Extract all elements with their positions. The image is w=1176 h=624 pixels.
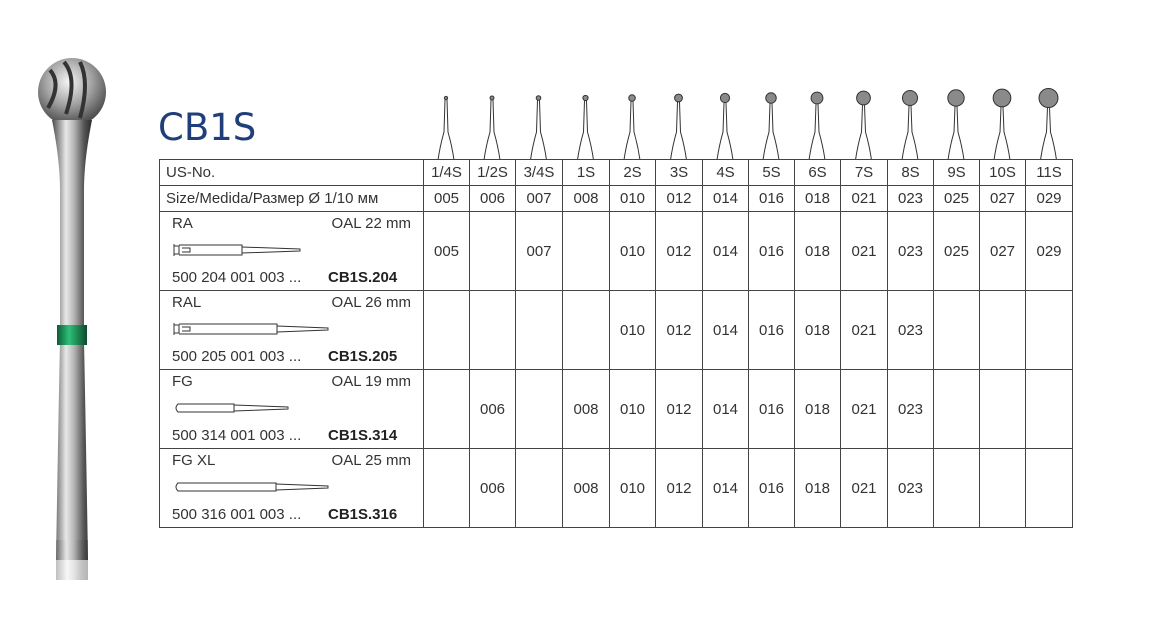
- size-availability-cell: [424, 370, 470, 449]
- variant-reference: 500 205 001 003 ...: [172, 348, 302, 365]
- size-cell: 027: [980, 186, 1026, 212]
- us-number-label: US-No.: [160, 160, 424, 186]
- bur-head-silhouette: [856, 91, 872, 160]
- variant-info-cell: [160, 291, 424, 370]
- variant-name: RA: [172, 215, 193, 232]
- us-number-cell: 9S: [934, 160, 980, 186]
- size-availability-cell: 008: [563, 449, 610, 528]
- bur-head-silhouette: [484, 96, 500, 160]
- variant-oal: OAL 19 mm: [331, 373, 411, 390]
- size-availability-cell: [1026, 449, 1073, 528]
- variant-code: CB1S.316: [328, 506, 398, 523]
- size-availability-cell: 007: [516, 212, 563, 291]
- us-number-cell: 6S: [795, 160, 841, 186]
- size-availability-cell: [934, 370, 980, 449]
- size-availability-cell: 008: [563, 370, 610, 449]
- us-number-cell: 10S: [980, 160, 1026, 186]
- size-availability-cell: 006: [470, 449, 516, 528]
- bur-head-silhouettes: [423, 84, 1073, 160]
- variant-info-cell: [160, 212, 424, 291]
- us-number-cell: 11S: [1026, 160, 1073, 186]
- variant-name: FG: [172, 373, 193, 390]
- size-cell: 025: [934, 186, 980, 212]
- variant-row: [160, 370, 1073, 449]
- size-availability-cell: 014: [703, 370, 749, 449]
- shank-drawing: [172, 475, 332, 503]
- size-availability-cell: 010: [610, 449, 656, 528]
- bur-head-silhouette: [671, 94, 687, 160]
- size-availability-cell: 018: [795, 449, 841, 528]
- size-cell: 007: [516, 186, 563, 212]
- size-availability-cell: [934, 449, 980, 528]
- us-number-cell: 5S: [749, 160, 795, 186]
- size-availability-cell: 029: [1026, 212, 1073, 291]
- variant-info-cell: [160, 370, 424, 449]
- size-availability-cell: 016: [749, 449, 795, 528]
- variant-row: [160, 212, 1073, 291]
- size-availability-cell: [934, 291, 980, 370]
- size-availability-cell: 021: [841, 449, 888, 528]
- size-cell: 029: [1026, 186, 1073, 212]
- us-number-row: [160, 160, 1073, 186]
- bur-head-silhouette: [902, 90, 918, 160]
- size-availability-cell: [424, 291, 470, 370]
- variant-reference: 500 314 001 003 ...: [172, 427, 302, 444]
- bur-head-silhouette: [624, 95, 640, 160]
- variant-name: FG XL: [172, 452, 216, 469]
- size-availability-cell: [1026, 370, 1073, 449]
- size-availability-cell: [424, 449, 470, 528]
- variant-oal: OAL 26 mm: [331, 294, 411, 311]
- bur-head-silhouette: [809, 92, 825, 160]
- size-availability-cell: 014: [703, 212, 749, 291]
- bur-head-silhouette: [763, 93, 779, 160]
- size-row: [160, 186, 1073, 212]
- variant-oal: OAL 25 mm: [331, 452, 411, 469]
- product-title: CB1S: [158, 106, 257, 149]
- size-cell: 008: [563, 186, 610, 212]
- size-cell: 005: [424, 186, 470, 212]
- us-number-cell: 3S: [656, 160, 703, 186]
- size-availability-cell: [563, 291, 610, 370]
- size-availability-cell: 016: [749, 291, 795, 370]
- variant-reference: 500 316 001 003 ...: [172, 506, 302, 523]
- size-availability-cell: 006: [470, 370, 516, 449]
- bur-head-silhouette: [438, 96, 454, 160]
- us-number-cell: 3/4S: [516, 160, 563, 186]
- size-availability-cell: [1026, 291, 1073, 370]
- variant-reference: 500 204 001 003 ...: [172, 269, 302, 286]
- size-availability-cell: [980, 449, 1026, 528]
- size-cell: 023: [888, 186, 934, 212]
- size-label: Size/Medida/Размер Ø 1/10 мм: [160, 186, 424, 212]
- size-availability-cell: 021: [841, 212, 888, 291]
- size-availability-cell: 010: [610, 370, 656, 449]
- bur-photo: [20, 40, 130, 600]
- size-availability-cell: 021: [841, 370, 888, 449]
- variant-code: CB1S.314: [328, 427, 398, 444]
- us-number-cell: 2S: [610, 160, 656, 186]
- size-availability-cell: [980, 291, 1026, 370]
- variant-code: CB1S.204: [328, 269, 398, 286]
- us-number-cell: 8S: [888, 160, 934, 186]
- specification-table: [159, 159, 1073, 528]
- variant-row: [160, 449, 1073, 528]
- bur-head-silhouette: [948, 90, 964, 160]
- shank-drawing: [172, 317, 332, 345]
- size-availability-cell: 023: [888, 370, 934, 449]
- size-availability-cell: 014: [703, 449, 749, 528]
- size-availability-cell: [516, 370, 563, 449]
- us-number-cell: 1S: [563, 160, 610, 186]
- bur-head-silhouette: [717, 93, 733, 160]
- variant-code: CB1S.205: [328, 348, 398, 365]
- size-availability-cell: [563, 212, 610, 291]
- size-cell: 006: [470, 186, 516, 212]
- size-availability-cell: 012: [656, 291, 703, 370]
- size-cell: 016: [749, 186, 795, 212]
- size-availability-cell: 012: [656, 212, 703, 291]
- bur-head-silhouette: [531, 96, 547, 160]
- shank-drawing: [172, 396, 292, 424]
- variant-info-cell: [160, 449, 424, 528]
- size-cell: 010: [610, 186, 656, 212]
- size-cell: 012: [656, 186, 703, 212]
- size-availability-cell: 023: [888, 212, 934, 291]
- size-availability-cell: 018: [795, 212, 841, 291]
- size-availability-cell: 005: [424, 212, 470, 291]
- size-availability-cell: [516, 449, 563, 528]
- size-availability-cell: 021: [841, 291, 888, 370]
- size-availability-cell: [470, 212, 516, 291]
- size-availability-cell: 025: [934, 212, 980, 291]
- size-cell: 018: [795, 186, 841, 212]
- us-number-cell: 1/2S: [470, 160, 516, 186]
- size-availability-cell: 012: [656, 449, 703, 528]
- bur-head-silhouette: [1039, 89, 1058, 161]
- size-availability-cell: 016: [749, 212, 795, 291]
- size-availability-cell: 018: [795, 291, 841, 370]
- size-availability-cell: 027: [980, 212, 1026, 291]
- bur-head-silhouette: [578, 95, 594, 160]
- size-cell: 021: [841, 186, 888, 212]
- size-availability-cell: [470, 291, 516, 370]
- size-availability-cell: [980, 370, 1026, 449]
- size-availability-cell: 018: [795, 370, 841, 449]
- size-cell: 014: [703, 186, 749, 212]
- bur-head-silhouette: [993, 89, 1011, 160]
- size-availability-cell: 014: [703, 291, 749, 370]
- size-availability-cell: [516, 291, 563, 370]
- size-availability-cell: 023: [888, 449, 934, 528]
- us-number-cell: 4S: [703, 160, 749, 186]
- variant-row: [160, 291, 1073, 370]
- shank-drawing: [172, 238, 302, 266]
- variant-oal: OAL 22 mm: [331, 215, 411, 232]
- us-number-cell: 1/4S: [424, 160, 470, 186]
- size-availability-cell: 010: [610, 291, 656, 370]
- size-availability-cell: 010: [610, 212, 656, 291]
- variant-name: RAL: [172, 294, 202, 311]
- size-availability-cell: 016: [749, 370, 795, 449]
- size-availability-cell: 012: [656, 370, 703, 449]
- us-number-cell: 7S: [841, 160, 888, 186]
- size-availability-cell: 023: [888, 291, 934, 370]
